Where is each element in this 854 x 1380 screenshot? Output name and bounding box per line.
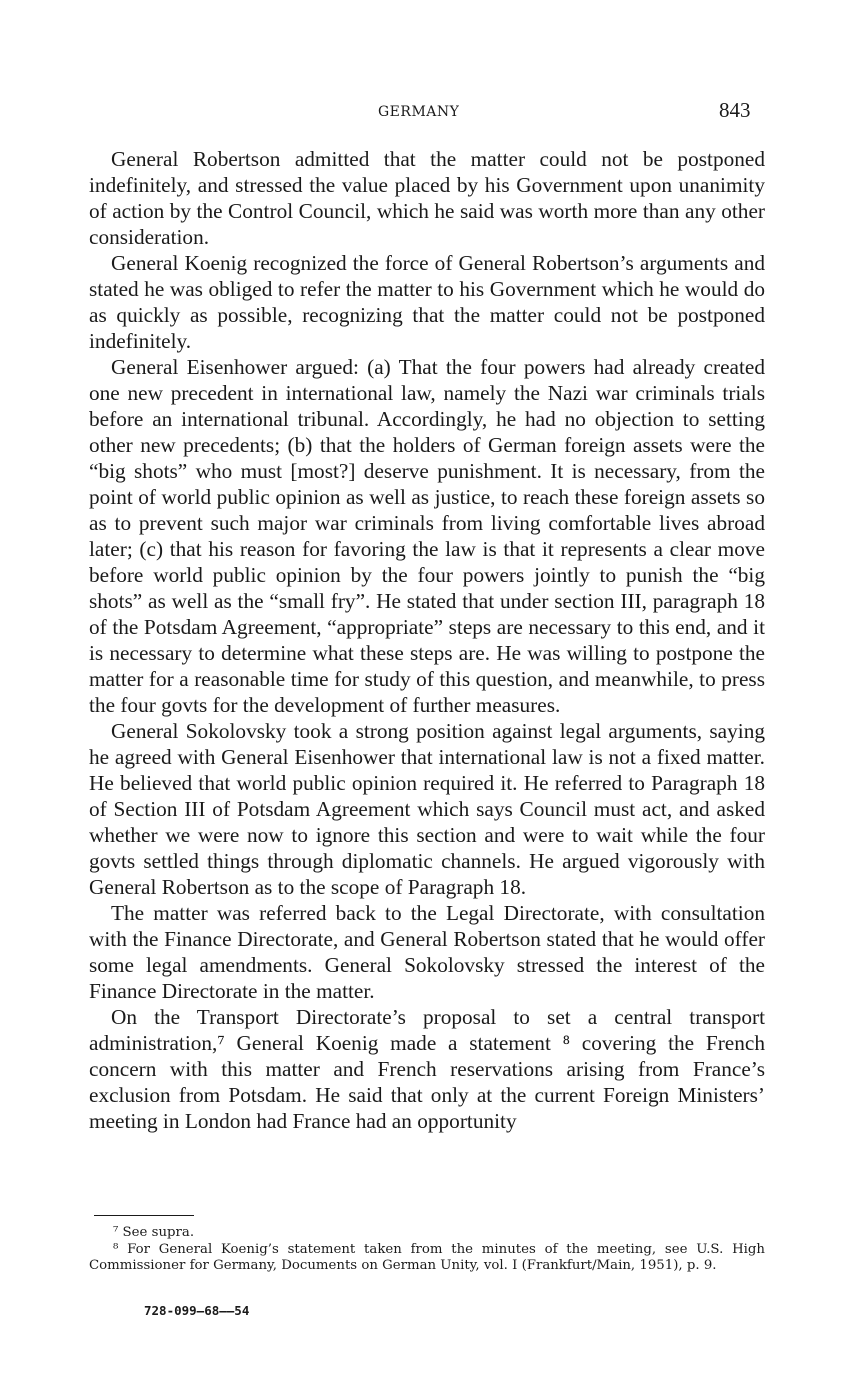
body-text (89, 146, 765, 1134)
footnote-7: ⁷ See supra. (113, 1225, 195, 1240)
paragraph-koenig: General Koenig recognized the force of General Robertson’s arguments and stated he was obliged to refer the matter to his Government which he would do as quickly as possible, recognizing that the matter could not be postponed indefinitely. (89, 251, 765, 353)
footnote-divider (94, 1215, 194, 1216)
paragraph-eisenhower: General Eisenhower argued: (a) That the four powers had already created one new precedent in international law, namely the Nazi war criminals trials before an international tribunal. Accordingly, he had no objection to setting other new precedents; (b) that the holders of German foreign assets were the “big shots” who must [most?] deserve punishment. It is necessary, from the point of world public opinion as well as justice, to reach these foreign assets so as to prevent such major war criminals from living comfortable lives abroad later; (c) that his reason for favoring the law is that it represents a clear move before world public opinion by the four powers jointly to punish the “big shots” as well as the “small fry”. He stated that under section III, paragraph 18 of the Potsdam Agreement, “appropriate” steps are necessary to this end, and it is necessary to determine what these steps are. He was willing to postpone the matter for a reasonable time for study of this question, and meanwhile, to press the four govts for the development of further measures. (89, 355, 765, 717)
paragraph-robertson: General Robertson admitted that the matter could not be postponed indefinitely, and stressed the value placed by his Government upon unanimity of action by the Control Council, which he said was worth more than any other consideration. (89, 147, 765, 249)
footnote-8: ⁸ For General Koenig’s statement taken from the minutes of the meeting, see U.S. High Commissioner for Germany, Documents on German Unity, vol. I (Frankfurt/Main, 1951), p. 9. (89, 1241, 765, 1273)
printer-imprint: 728-099—68——54 (144, 1303, 250, 1318)
page-number: 843 (719, 98, 751, 122)
paragraph-legal-directorate: The matter was referred back to the Legal Directorate, with consultation with the Finance Directorate, and General Robertson stated that he would offer some legal amendments. General Sokolovsky stressed the interest of the Finance Directorate in the matter. (89, 901, 765, 1003)
paragraph-sokolovsky: General Sokolovsky took a strong position against legal arguments, saying he agreed with General Eisenhower that international law is not a fixed matter. He believed that world public opinion required it. He referred to Paragraph 18 of Section III of Potsdam Agreement which says Council must act, and asked whether we were now to ignore this section and were to wait while the four govts settled things through diplomatic channels. He argued vigorously with General Robertson as to the scope of Paragraph 18. (89, 719, 765, 899)
paragraph-transport: On the Transport Directorate’s proposal to set a central transport administration,⁷ General Koenig made a statement ⁸ covering the French concern with this matter and French reservations arising from France’s exclusion from Potsdam. He said that only at the current Foreign Ministers’ meeting in London had France had an opportunity (89, 1005, 765, 1133)
running-head-title: GERMANY (378, 104, 460, 120)
footnotes (89, 1225, 765, 1275)
